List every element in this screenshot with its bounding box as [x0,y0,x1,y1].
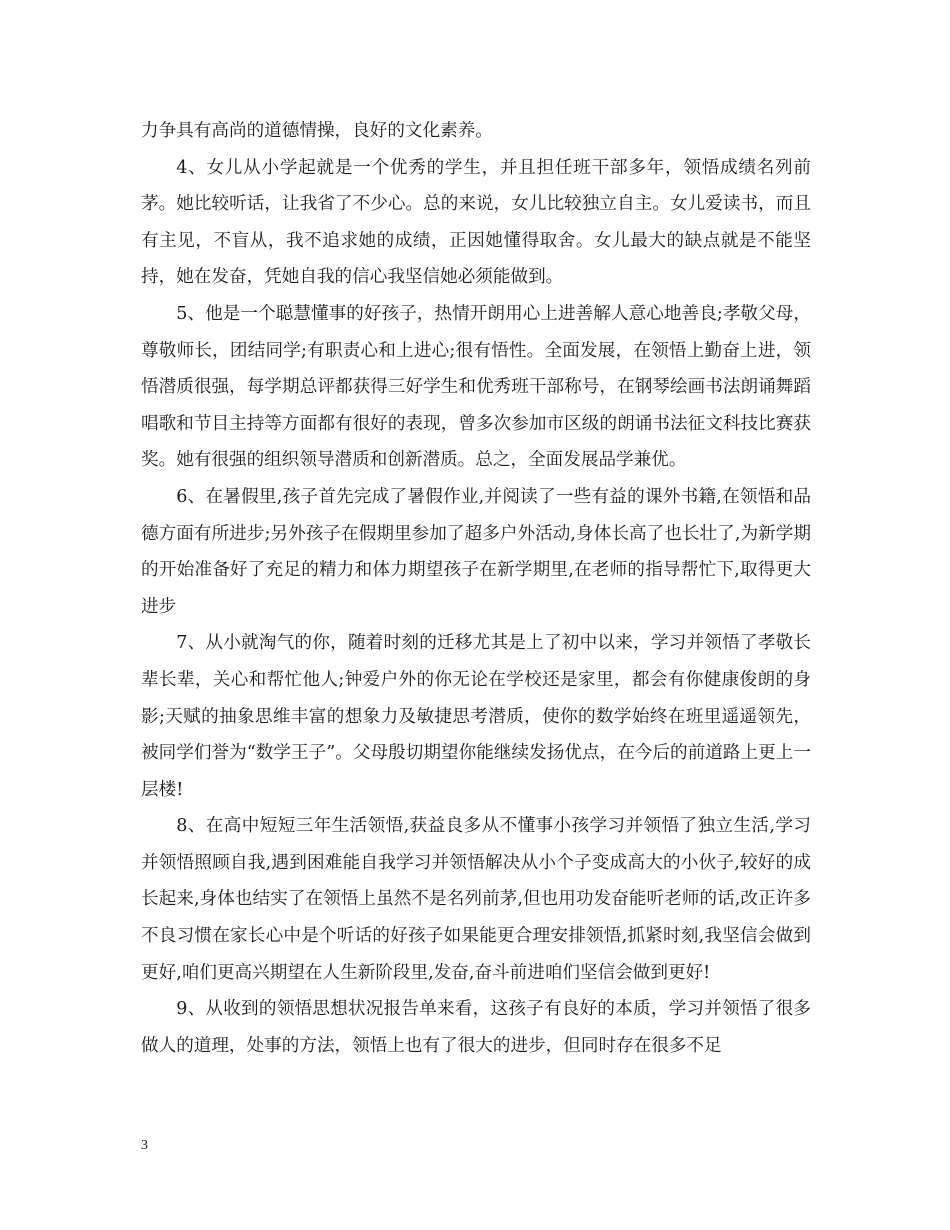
paragraph-item-7: 7、从小就淘气的你，随着时刻的迁移尤其是上了初中以来，学习并领悟了孝敬长辈长辈，关心和帮忙他人;钟爱户外的你无论在学校还是家里，都会有你健康俊朗的身影;天赋的抽象思维丰富的想象力及敏捷思考潜质，使你的数学始终在班里遥遥领先，被同学们誉为“数学王子”。父母殷切期望你能继续发扬优点，在今后的前道路上更上一层楼! [141,633,811,800]
paragraph-item-9: 9、从收到的领悟思想状况报告单来看，这孩子有良好的本质，学习并领悟了很多做人的道理，处事的方法，领悟上也有了很大的进步，但同时存在很多不足 [141,999,811,1056]
paragraph-item-6: 6、在暑假里,孩子首先完成了暑假作业,并阅读了一些有益的课外书籍,在领悟和品德方面有所进步;另外孩子在假期里参加了超多户外活动,身体长高了也长壮了,为新学期的开始准备好了充足的精力和体力期望孩子在新学期里,在老师的指导帮忙下,取得更大进步 [141,486,811,617]
document-body [141,113,811,1064]
page-number: 3 [141,1138,148,1153]
paragraph-item-5: 5、他是一个聪慧懂事的好孩子，热情开朗用心上进善解人意心地善良;孝敬父母，尊敬师长，团结同学;有职责心和上进心;很有悟性。全面发展，在领悟上勤奋上进，领悟潜质很强，每学期总评都获得三好学生和优秀班干部称号，在钢琴绘画书法朗诵舞蹈唱歌和节目主持等方面都有很好的表现，曾多次参加市区级的朗诵书法征文科技比赛获奖。她有很强的组织领导潜质和创新潜质。总之，全面发展品学兼优。 [141,303,811,471]
paragraph-item-8: 8、在高中短短三年生活领悟,获益良多从不懂事小孩学习并领悟了独立生活,学习并领悟照顾自我,遇到困难能自我学习并领悟解决从小个子变成高大的小伙子,较好的成长起来,身体也结实了在领悟上虽然不是名列前茅,但也用功发奋能听老师的话,改正许多不良习惯在家长心中是个听话的好孩子如果能更合理安排领悟,抓紧时刻,我坚信会做到更好,咱们更高兴期望在人生新阶段里,发奋,奋斗前进咱们坚信会做到更好! [141,816,811,983]
paragraph-continuation: 力争具有高尚的道德情操，良好的文化素养。 [141,121,493,141]
paragraph-item-4: 4、女儿从小学起就是一个优秀的学生，并且担任班干部多年，领悟成绩名列前茅。她比较听话，让我省了不少心。总的来说，女儿比较独立自主。女儿爱读书，而且有主见，不盲从，我不追求她的成绩，正因她懂得取舍。女儿最大的缺点就是不能坚持，她在发奋，凭她自我的信心我坚信她必须能做到。 [141,157,811,288]
